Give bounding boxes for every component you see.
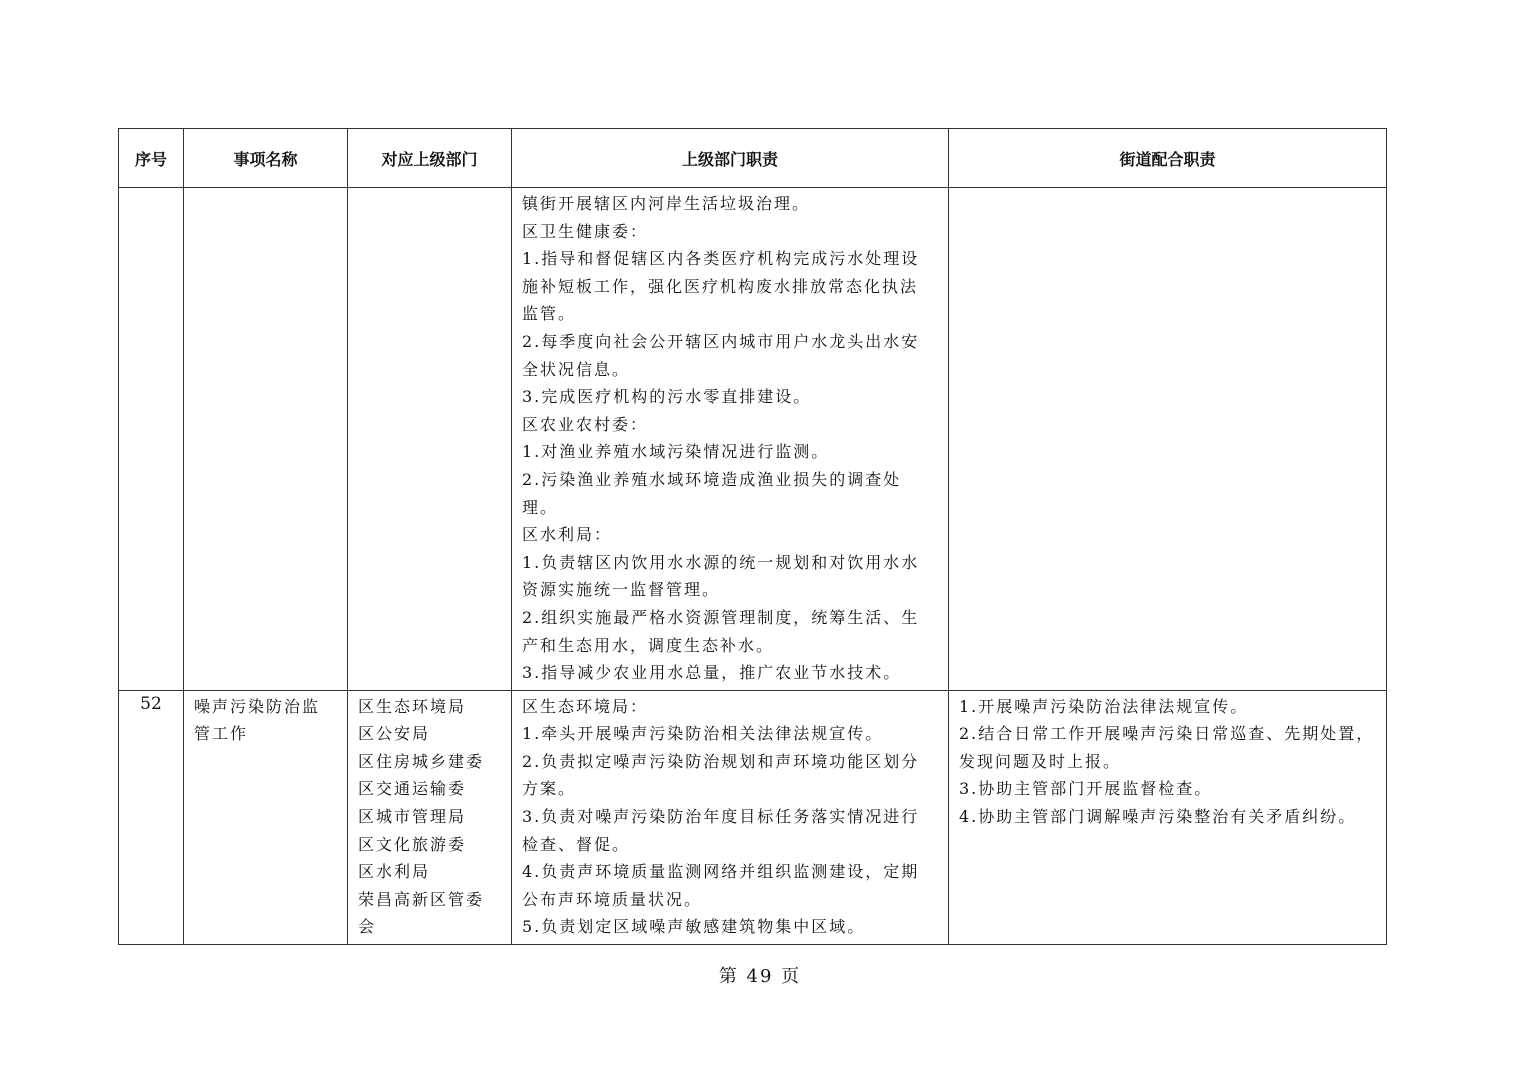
department-line: 区文化旅游委 (358, 834, 467, 854)
duties-table (118, 128, 1387, 945)
duty-line: 区卫生健康委： (522, 221, 649, 241)
header-street-duties: 街道配合职责 (949, 129, 1387, 188)
department-line: 区生态环境局 (358, 696, 467, 716)
duty-line: 区水利局： (522, 525, 613, 545)
street-duty-line: 发现问题及时上报。 (959, 751, 1122, 771)
departments-cell (348, 690, 512, 944)
street-duty-line: 2.结合日常工作开展噪声污染日常巡查、先期处置， (959, 724, 1375, 744)
duty-line: 1.对渔业养殖水域污染情况进行监测。 (522, 442, 830, 462)
duty-line: 4.负责声环境质量监测网络并组织监测建设，定期 (522, 862, 920, 882)
street-duty-line: 1.开展噪声污染防治法律法规宣传。 (959, 696, 1249, 716)
duty-line: 理。 (522, 497, 559, 517)
duty-line: 1.指导和督促辖区内各类医疗机构完成污水处理设 (522, 249, 920, 269)
header-item-name: 事项名称 (184, 129, 348, 188)
department-line: 荣昌高新区管委 (358, 889, 485, 909)
duty-line: 2.负责拟定噪声污染防治规划和声环境功能区划分 (522, 751, 920, 771)
duty-line: 公布声环境质量状况。 (522, 889, 703, 909)
superior-duties-cell (512, 690, 949, 944)
duty-line: 3.负责对噪声污染防治年度目标任务落实情况进行 (522, 807, 920, 827)
street-duties-cell (949, 690, 1387, 944)
table-row (119, 690, 1387, 944)
duty-line: 1.牵头开展噪声污染防治相关法律法规宣传。 (522, 724, 884, 744)
duty-line: 3.指导减少农业用水总量，推广农业节水技术。 (522, 663, 902, 683)
duty-line: 资源实施统一监督管理。 (522, 580, 721, 600)
page-number: 第 49 页 (718, 966, 802, 987)
duty-line: 全状况信息。 (522, 359, 631, 379)
department-line: 区交通运输委 (358, 779, 467, 799)
duty-line: 5.负责划定区域噪声敏感建筑物集中区域。 (522, 917, 866, 937)
header-superior-duties: 上级部门职责 (512, 129, 949, 188)
header-number: 序号 (119, 129, 184, 188)
item-name-cell (184, 690, 348, 944)
duty-line: 2.污染渔业养殖水域环境造成渔业损失的调查处 (522, 469, 902, 489)
duty-line: 区生态环境局： (522, 696, 649, 716)
departments-cell (348, 188, 512, 691)
duty-line: 施补短板工作，强化医疗机构废水排放常态化执法 (522, 276, 919, 296)
duty-line: 镇街开展辖区内河岸生活垃圾治理。 (522, 194, 811, 213)
duty-line: 1.负责辖区内饮用水水源的统一规划和对饮用水水 (522, 552, 920, 572)
duty-line: 检查、督促。 (522, 834, 631, 854)
street-duty-line: 4.协助主管部门调解噪声污染整治有关矛盾纠纷。 (959, 807, 1357, 827)
duty-line: 方案。 (522, 779, 577, 799)
duty-line: 2.组织实施最严格水资源管理制度，统筹生活、生 (522, 607, 920, 627)
department-line: 区城市管理局 (358, 807, 467, 827)
duty-line: 产和生态用水，调度生态补水。 (522, 635, 775, 655)
item-name-line: 噪声污染防治监 (194, 696, 321, 716)
department-line: 区公安局 (358, 724, 431, 744)
street-duties-cell (949, 188, 1387, 691)
duty-line: 区农业农村委： (522, 414, 649, 434)
street-duty-line: 3.协助主管部门开展监督检查。 (959, 779, 1213, 799)
item-name-cell (184, 188, 348, 691)
department-line: 区住房城乡建委 (358, 751, 485, 771)
superior-duties-cell (512, 188, 949, 691)
department-line: 区水利局 (358, 862, 431, 882)
department-line: 会 (358, 917, 377, 937)
duty-line: 3.完成医疗机构的污水零直排建设。 (522, 387, 812, 407)
row-number: 52 (119, 690, 184, 944)
row-number (119, 188, 184, 691)
table-row (119, 188, 1387, 691)
item-name-line: 管工作 (194, 724, 249, 744)
duty-line: 2.每季度向社会公开辖区内城市用户水龙头出水安 (522, 331, 920, 351)
header-superior-department: 对应上级部门 (348, 129, 512, 188)
duty-line: 监管。 (522, 304, 577, 324)
table-header-row (119, 129, 1387, 188)
